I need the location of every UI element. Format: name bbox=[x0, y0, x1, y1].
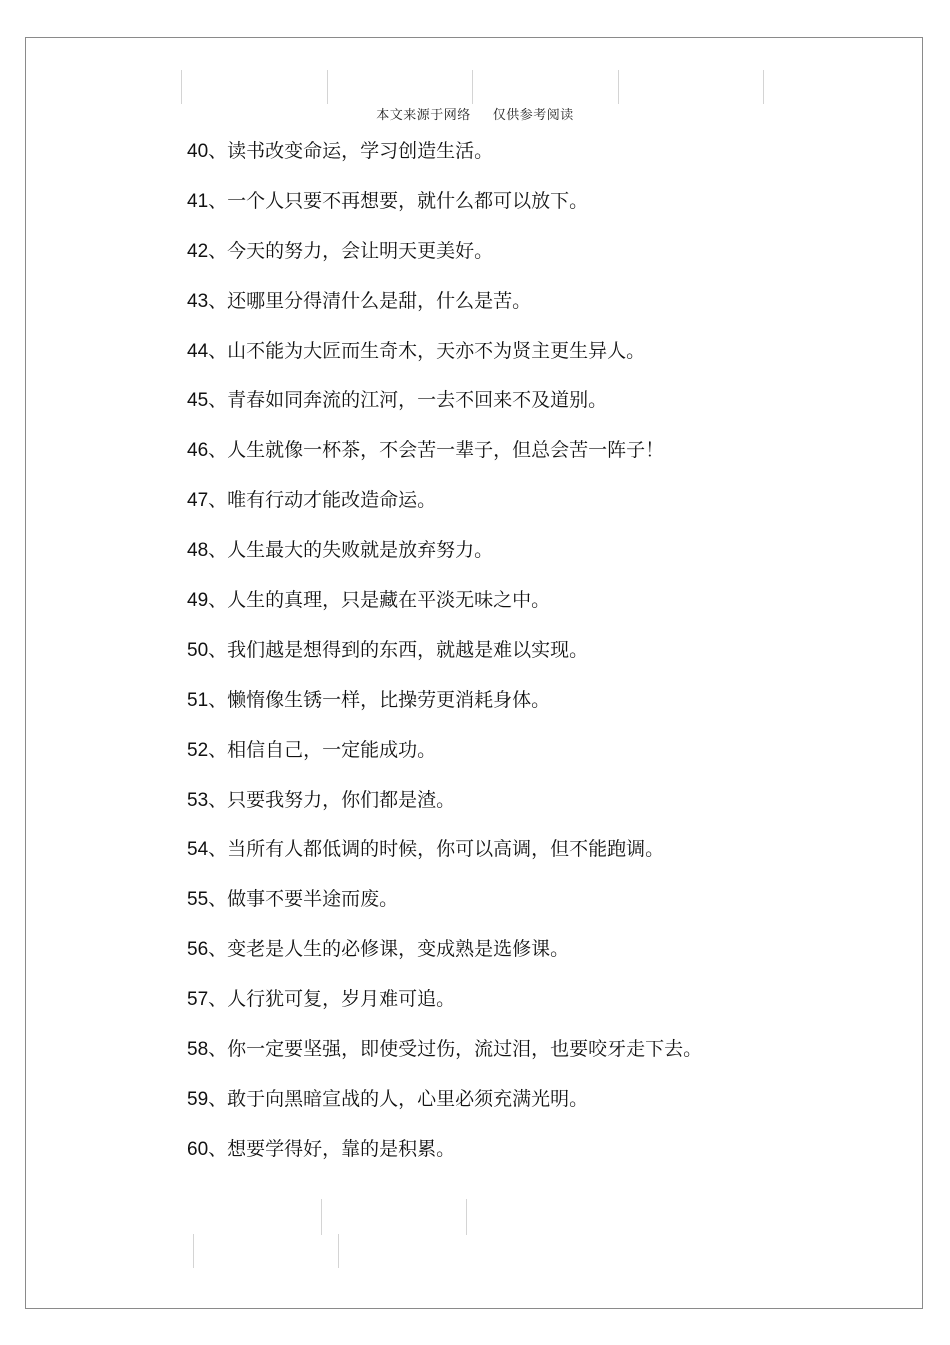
item-number: 59 bbox=[187, 1088, 209, 1110]
item-number: 60 bbox=[187, 1138, 209, 1160]
list-item bbox=[187, 536, 702, 586]
item-text: 、相信自己，一定能成功。 bbox=[208, 738, 437, 761]
item-text: 、你一定要坚强，即使受过伤，流过泪，也要咬牙走下去。 bbox=[208, 1038, 703, 1061]
item-number: 46 bbox=[187, 440, 209, 462]
list-item bbox=[187, 1035, 702, 1085]
decor-rule bbox=[763, 70, 764, 104]
item-number: 42 bbox=[187, 240, 209, 262]
decor-rule bbox=[327, 70, 328, 104]
header-note-right: 仅供参考阅读 bbox=[492, 108, 574, 123]
item-text: 、青春如同奔流的江河，一去不回来不及道别。 bbox=[208, 389, 608, 412]
item-text: 、唯有行动才能改造命运。 bbox=[208, 489, 437, 512]
list-item bbox=[187, 786, 702, 836]
item-number: 41 bbox=[187, 190, 209, 212]
item-number: 40 bbox=[187, 141, 209, 162]
item-number: 47 bbox=[187, 490, 209, 512]
list-item bbox=[187, 386, 702, 436]
item-number: 53 bbox=[187, 789, 209, 811]
item-text: 、只要我努力，你们都是渣。 bbox=[208, 788, 456, 811]
header-note bbox=[0, 104, 950, 123]
list-item bbox=[187, 237, 702, 287]
list-item bbox=[187, 436, 702, 486]
item-number: 54 bbox=[187, 839, 209, 861]
item-number: 49 bbox=[187, 590, 209, 612]
decor-rule bbox=[472, 70, 473, 104]
list-item bbox=[187, 287, 702, 337]
list-item bbox=[187, 187, 702, 237]
decor-rule bbox=[466, 1199, 467, 1235]
item-number: 58 bbox=[187, 1039, 209, 1061]
list-item bbox=[187, 337, 702, 387]
item-number: 50 bbox=[187, 639, 209, 661]
item-text: 、人行犹可复，岁月难可追。 bbox=[208, 988, 456, 1011]
list-item bbox=[187, 636, 702, 686]
item-text: 、山不能为大匠而生奇木，天亦不为贤主更生异人。 bbox=[208, 339, 646, 362]
decor-rule bbox=[193, 1234, 194, 1268]
item-number: 48 bbox=[187, 540, 209, 562]
item-number: 57 bbox=[187, 989, 209, 1011]
item-number: 45 bbox=[187, 390, 209, 412]
item-text: 、敢于向黑暗宣战的人，心里必须充满光明。 bbox=[208, 1087, 589, 1110]
list-item bbox=[187, 835, 702, 885]
item-number: 51 bbox=[187, 689, 209, 711]
decor-rule bbox=[181, 70, 182, 104]
list-item bbox=[187, 486, 702, 536]
list-item bbox=[187, 1135, 702, 1185]
decor-rule bbox=[618, 70, 619, 104]
header-note-left: 本文来源于网络 bbox=[376, 108, 471, 123]
list-item bbox=[187, 137, 702, 187]
item-text: 、想要学得好，靠的是积累。 bbox=[208, 1137, 456, 1160]
decor-rule bbox=[338, 1234, 339, 1268]
item-text: 、变老是人生的必修课，变成熟是选修课。 bbox=[208, 938, 570, 961]
item-text: 、懒惰像生锈一样，比操劳更消耗身体。 bbox=[208, 688, 551, 711]
item-number: 56 bbox=[187, 939, 209, 961]
list-item bbox=[187, 736, 702, 786]
item-text: 、人生最大的失败就是放弃努力。 bbox=[208, 539, 494, 562]
list-item bbox=[187, 586, 702, 636]
item-number: 44 bbox=[187, 340, 209, 362]
item-text: 、人生的真理，只是藏在平淡无味之中。 bbox=[208, 589, 551, 612]
item-text: 、读书改变命运，学习创造生活。 bbox=[208, 140, 494, 162]
item-text: 、我们越是想得到的东西，就越是难以实现。 bbox=[208, 638, 589, 661]
item-text: 、当所有人都低调的时候，你可以高调，但不能跑调。 bbox=[208, 838, 665, 861]
decor-rule bbox=[321, 1199, 322, 1235]
item-number: 43 bbox=[187, 290, 209, 312]
item-text: 、做事不要半途而废。 bbox=[208, 888, 399, 911]
list-item bbox=[187, 935, 702, 985]
list-item bbox=[187, 686, 702, 736]
quote-list bbox=[187, 137, 702, 1185]
item-text: 、人生就像一杯茶，不会苦一辈子，但总会苦一阵子！ bbox=[208, 439, 665, 462]
item-text: 、今天的努力，会让明天更美好。 bbox=[208, 239, 494, 262]
item-text: 、还哪里分得清什么是甜，什么是苦。 bbox=[208, 289, 532, 312]
list-item bbox=[187, 885, 702, 935]
item-text: 、一个人只要不再想要，就什么都可以放下。 bbox=[208, 189, 589, 212]
list-item bbox=[187, 1085, 702, 1135]
item-number: 55 bbox=[187, 889, 209, 911]
list-item bbox=[187, 985, 702, 1035]
item-number: 52 bbox=[187, 739, 209, 761]
